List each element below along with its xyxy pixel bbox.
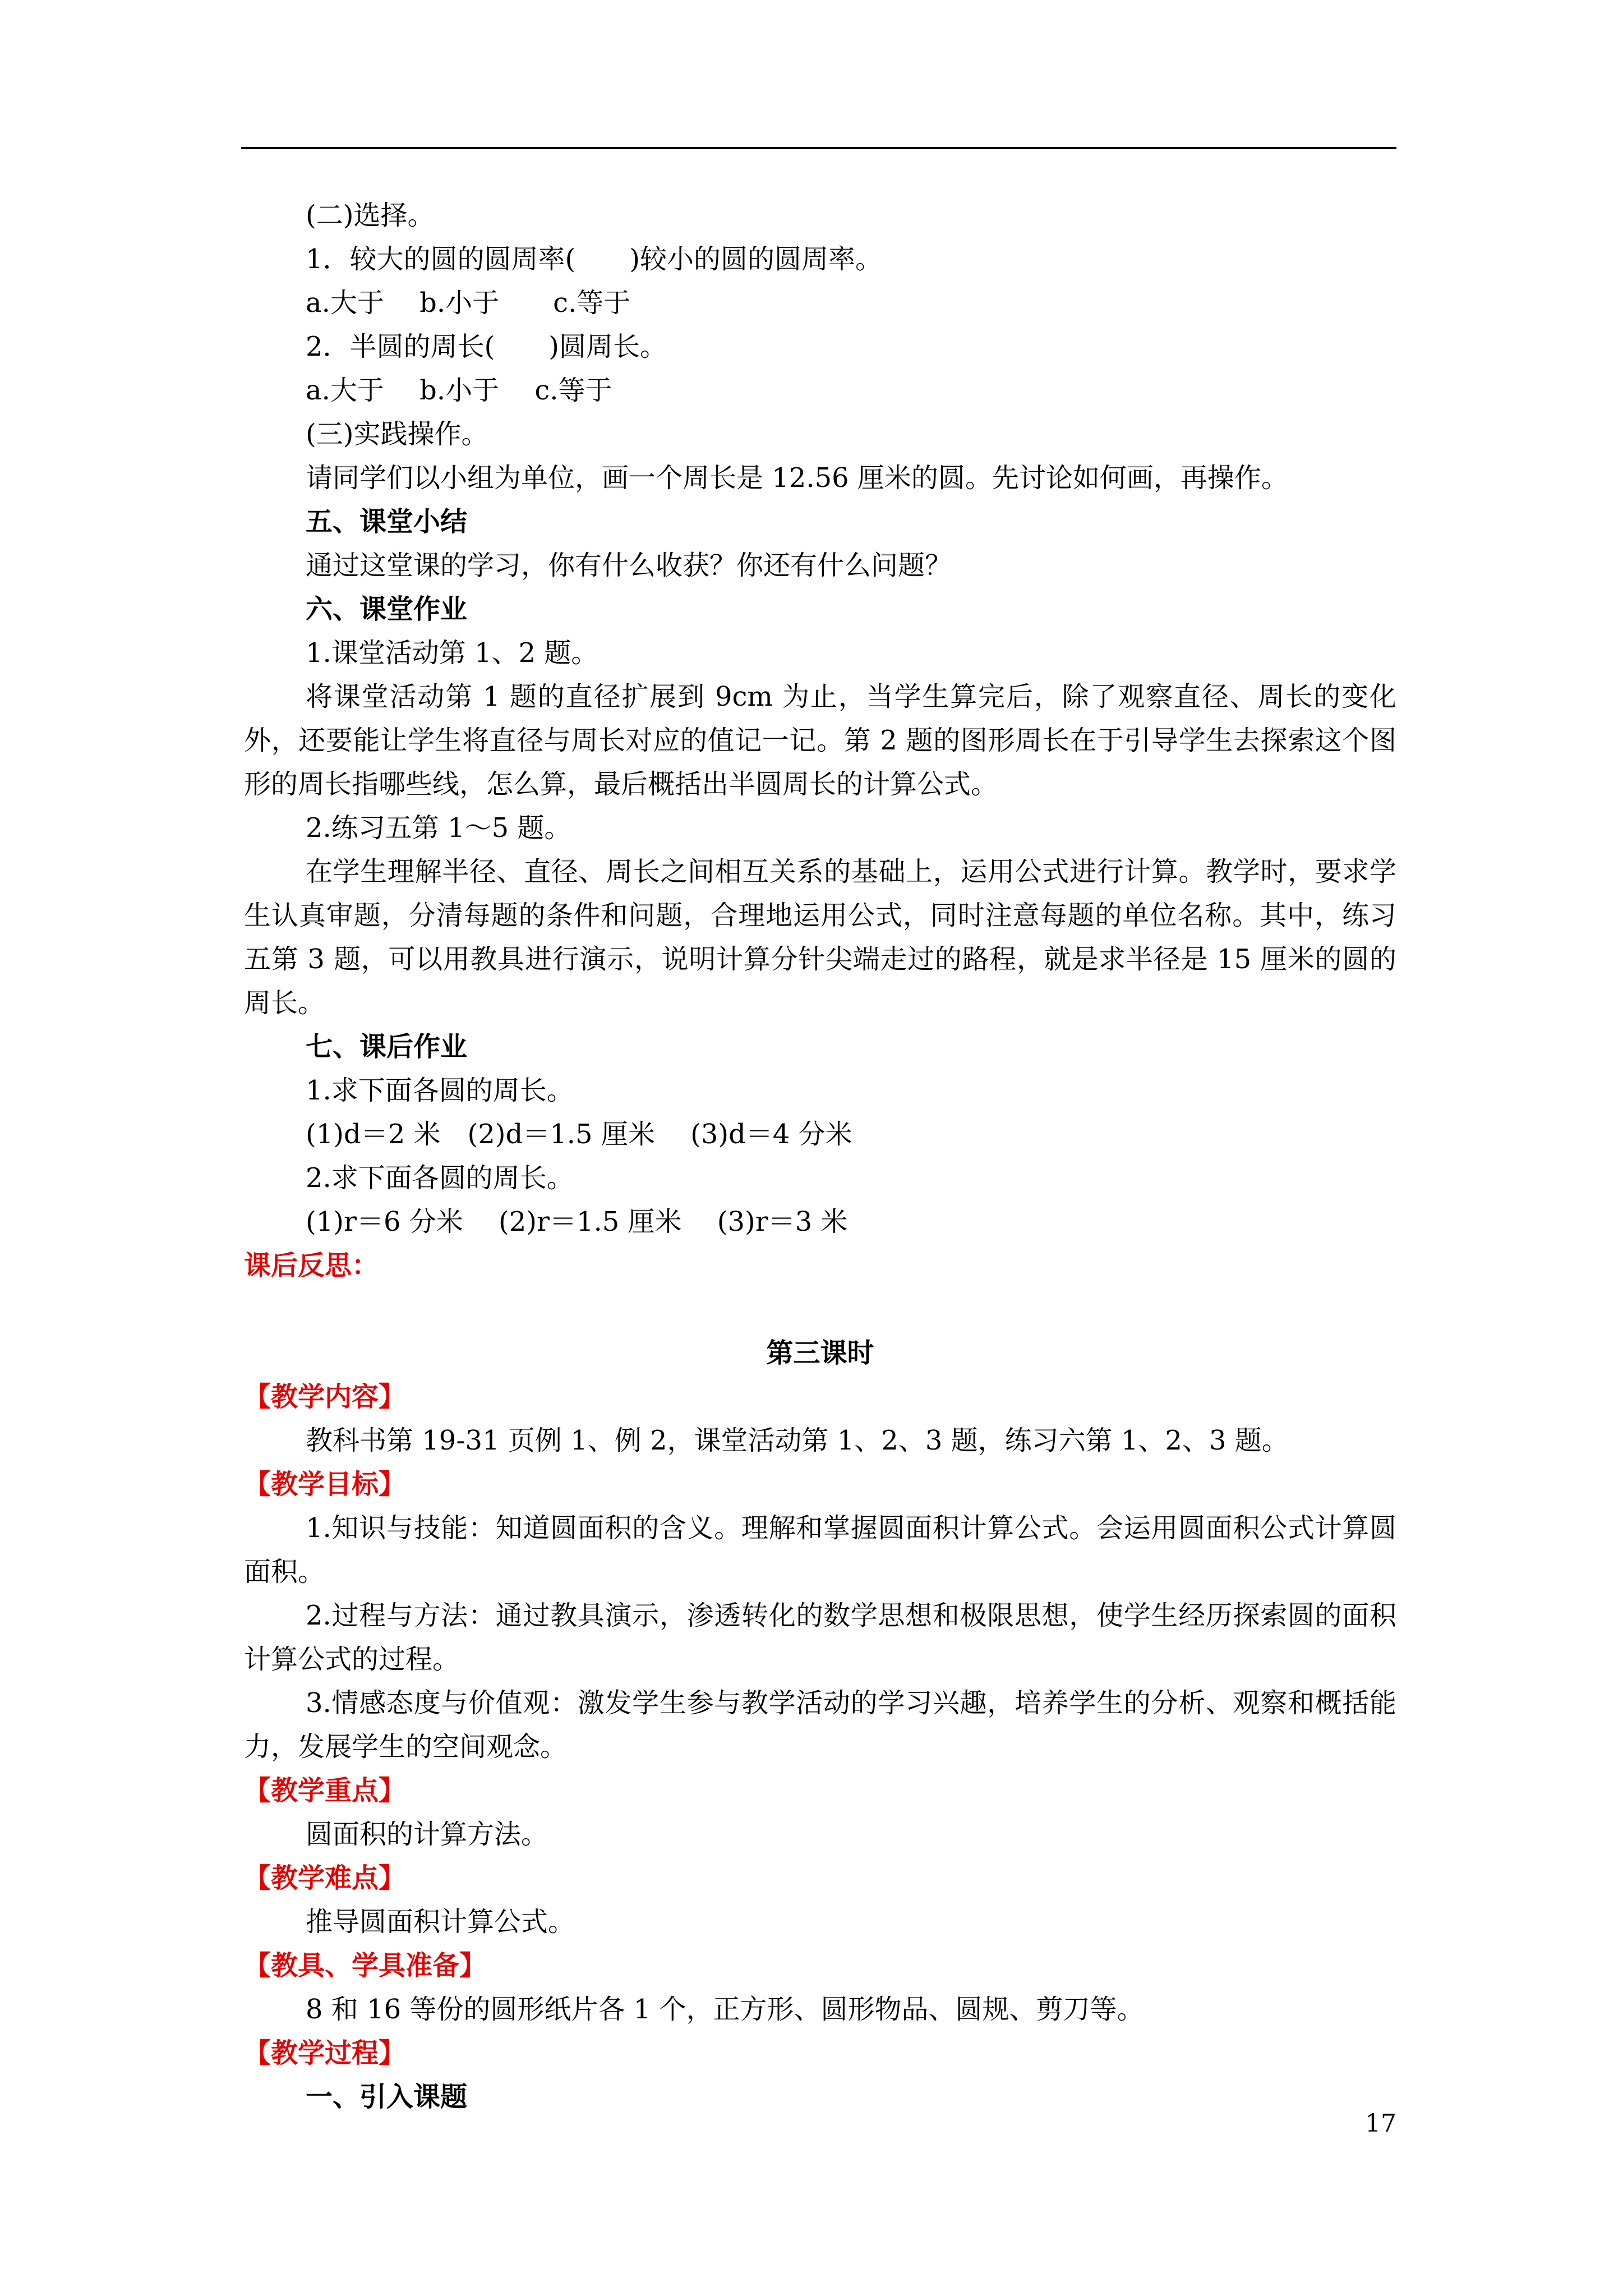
document-body (244, 194, 1396, 2119)
reflection-label: 课后反思： (244, 1250, 379, 1281)
question-2: 2．半圆的周长( )圆周长。 (306, 331, 667, 362)
question-1: 1．较大的圆的圆周率( )较小的圆的圆周率。 (306, 243, 882, 275)
key-label: 【教学重点】 (244, 1775, 406, 1806)
question-1-options: a.大于 b.小于 c.等于 (306, 287, 631, 319)
tools-text: 8 和 16 等份的圆形纸片各 1 个，正方形、圆形物品、圆规、剪刀等。 (306, 1994, 1144, 2025)
question-2-options: a.大于 b.小于 c.等于 (306, 375, 612, 406)
section3-text: 请同学们以小组为单位，画一个周长是 12.56 厘米的圆。先讨论如何画，再操作。 (306, 462, 1288, 494)
step-1-heading: 一、引入课题 (306, 2081, 468, 2113)
homework-item-1: 1.课堂活动第 1、2 题。 (306, 637, 598, 669)
after-class-heading: 七、课后作业 (306, 1031, 468, 1062)
after-class-item-1-values: (1)d＝2 米 (2)d＝1.5 厘米 (3)d＝4 分米 (306, 1119, 852, 1150)
summary-heading: 五、课堂小结 (306, 506, 468, 537)
goal-3: 3.情感态度与价值观：激发学生参与教学活动的学习兴趣，培养学生的分析、观察和概括能力，发展学生的空间观念。 (244, 1687, 1396, 1763)
after-class-item-1: 1.求下面各圆的周长。 (306, 1075, 574, 1106)
goal-1: 1.知识与技能：知道圆面积的含义。理解和掌握圆面积计算公式。会运用圆面积公式计算圆面积。 (244, 1512, 1396, 1588)
homework-item-1-desc: 将课堂活动第 1 题的直径扩展到 9cm 为止，当学生算完后，除了观察直径、周长的变化外，还要能让学生将直径与周长对应的值记一记。第 2 题的图形周长在于引导学生去探索这个图形的周长指哪些线，怎么算，最后概括出半圆周长的计算公式。 (244, 681, 1396, 800)
after-class-item-2: 2.求下面各圆的周长。 (306, 1162, 574, 1194)
difficulty-text: 推导圆面积计算公式。 (306, 1906, 575, 1938)
after-class-item-2-values: (1)r＝6 分米 (2)r＝1.5 厘米 (3)r＝3 米 (306, 1206, 848, 1237)
summary-text: 通过这堂课的学习，你有什么收获？你还有什么问题？ (306, 550, 952, 581)
header-rule (241, 147, 1396, 149)
key-text: 圆面积的计算方法。 (306, 1819, 548, 1850)
content-label: 【教学内容】 (244, 1381, 406, 1412)
tools-label: 【教具、学具准备】 (244, 1950, 487, 1981)
homework-heading: 六、课堂作业 (306, 593, 468, 625)
page-number: 17 (1365, 2109, 1396, 2138)
spacer (244, 1287, 1396, 1331)
difficulty-label: 【教学难点】 (244, 1862, 406, 1894)
homework-item-2-desc: 在学生理解半径、直径、周长之间相互关系的基础上，运用公式进行计算。教学时，要求学生认真审题，分清每题的条件和问题，合理地运用公式，同时注意每题的单位名称。其中，练习五第 3 题，可以用教具进行演示，说明计算分针尖端走过的路程，就是求半径是 15 厘米的圆的周长。 (244, 856, 1396, 1019)
process-label: 【教学过程】 (244, 2037, 406, 2069)
goals-label: 【教学目标】 (244, 1469, 406, 1500)
lesson3-title: 第三课时 (766, 1337, 874, 1369)
section2-heading: (二)选择。 (306, 200, 435, 231)
homework-item-2: 2.练习五第 1～5 题。 (306, 812, 571, 844)
section3-heading: (三)实践操作。 (306, 418, 488, 450)
goal-2: 2.过程与方法：通过教具演示，渗透转化的数学思想和极限思想，使学生经历探索圆的面积计算公式的过程。 (244, 1600, 1396, 1675)
content-text: 教科书第 19-31 页例 1、例 2，课堂活动第 1、2、3 题，练习六第 1、2、3 题。 (306, 1425, 1289, 1456)
